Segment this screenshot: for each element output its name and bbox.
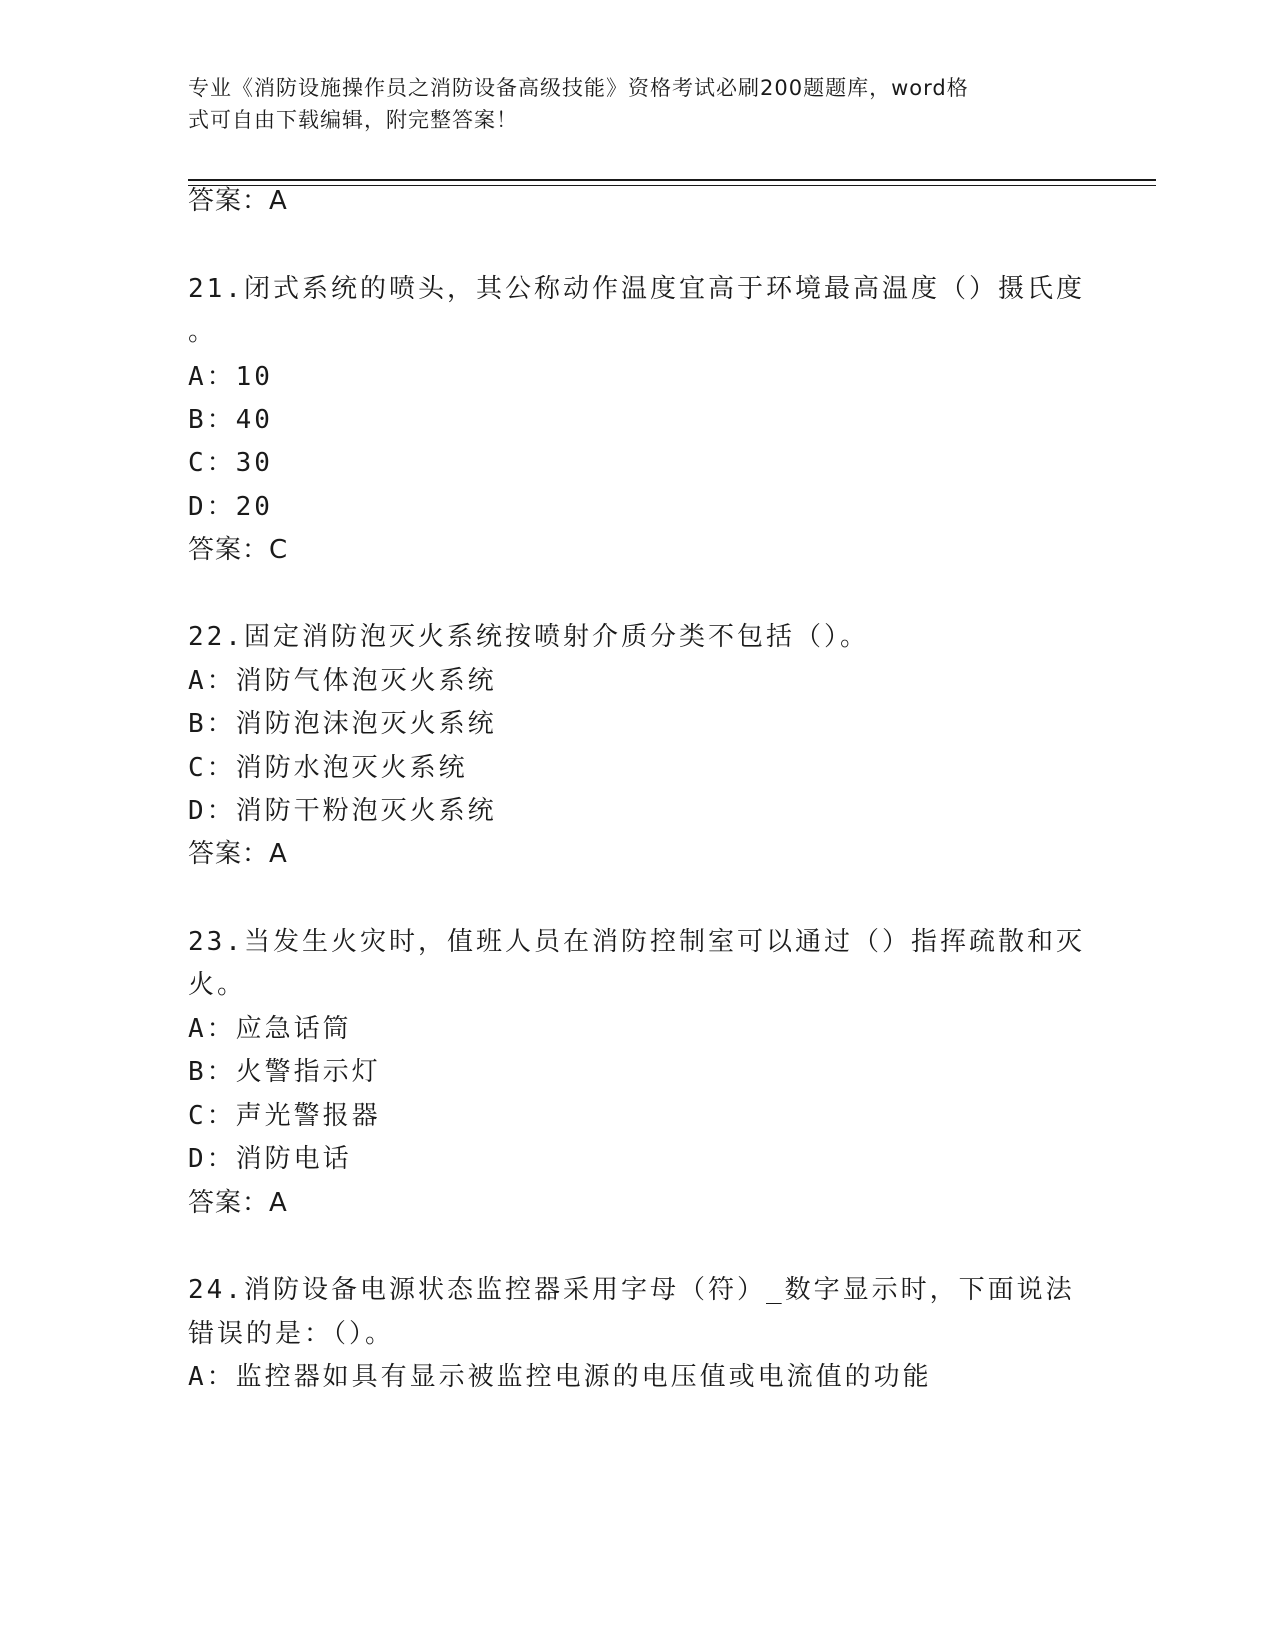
question-22-stem: 22.固定消防泡灭火系统按喷射介质分类不包括（）。	[188, 622, 869, 652]
header-line-2: 式可自由下载编辑，附完整答案！	[188, 108, 518, 132]
document-header	[188, 72, 1068, 136]
question-23-answer: 答案：A	[188, 1188, 288, 1218]
question-24-stem-cont: 错误的是：（）。	[188, 1319, 395, 1349]
question-22-answer: 答案：A	[188, 839, 288, 869]
question-22-option-c: C：消防水泡灭火系统	[188, 753, 468, 783]
question-21-option-d: D：20	[188, 492, 273, 522]
question-23-option-a: A：应急话筒	[188, 1014, 352, 1044]
question-23-option-d: D：消防电话	[188, 1144, 352, 1174]
question-21-option-c: C：30	[188, 448, 273, 478]
header-rule-thick	[188, 179, 1156, 181]
question-23-option-b: B：火警指示灯	[188, 1057, 381, 1087]
question-24-option-a: A：监控器如具有显示被监控电源的电压值或电流值的功能	[188, 1362, 932, 1392]
question-23-stem-cont: 火。	[188, 970, 247, 1000]
question-21-stem: 21.闭式系统的喷头，其公称动作温度宜高于环境最高温度（）摄氏度	[188, 274, 1085, 304]
header-rule-thin	[188, 185, 1156, 186]
question-21-stem-cont: 。	[188, 317, 218, 347]
question-21-answer: 答案：C	[188, 535, 289, 565]
question-24-stem: 24.消防设备电源状态监控器采用字母（符）_数字显示时，下面说法	[188, 1275, 1075, 1305]
question-22-option-b: B：消防泡沫泡灭火系统	[188, 709, 497, 739]
question-21-option-a: A：10	[188, 362, 273, 392]
question-23-stem: 23.当发生火灾时，值班人员在消防控制室可以通过（）指挥疏散和灭	[188, 927, 1085, 957]
previous-answer: 答案：A	[188, 186, 288, 216]
question-22-option-a: A：消防气体泡灭火系统	[188, 666, 497, 696]
question-21-option-b: B：40	[188, 405, 273, 435]
header-line-1: 专业《消防设施操作员之消防设备高级技能》资格考试必刷200题题库，word格	[188, 76, 969, 100]
question-22-option-d: D：消防干粉泡灭火系统	[188, 796, 497, 826]
question-23-option-c: C：声光警报器	[188, 1101, 381, 1131]
